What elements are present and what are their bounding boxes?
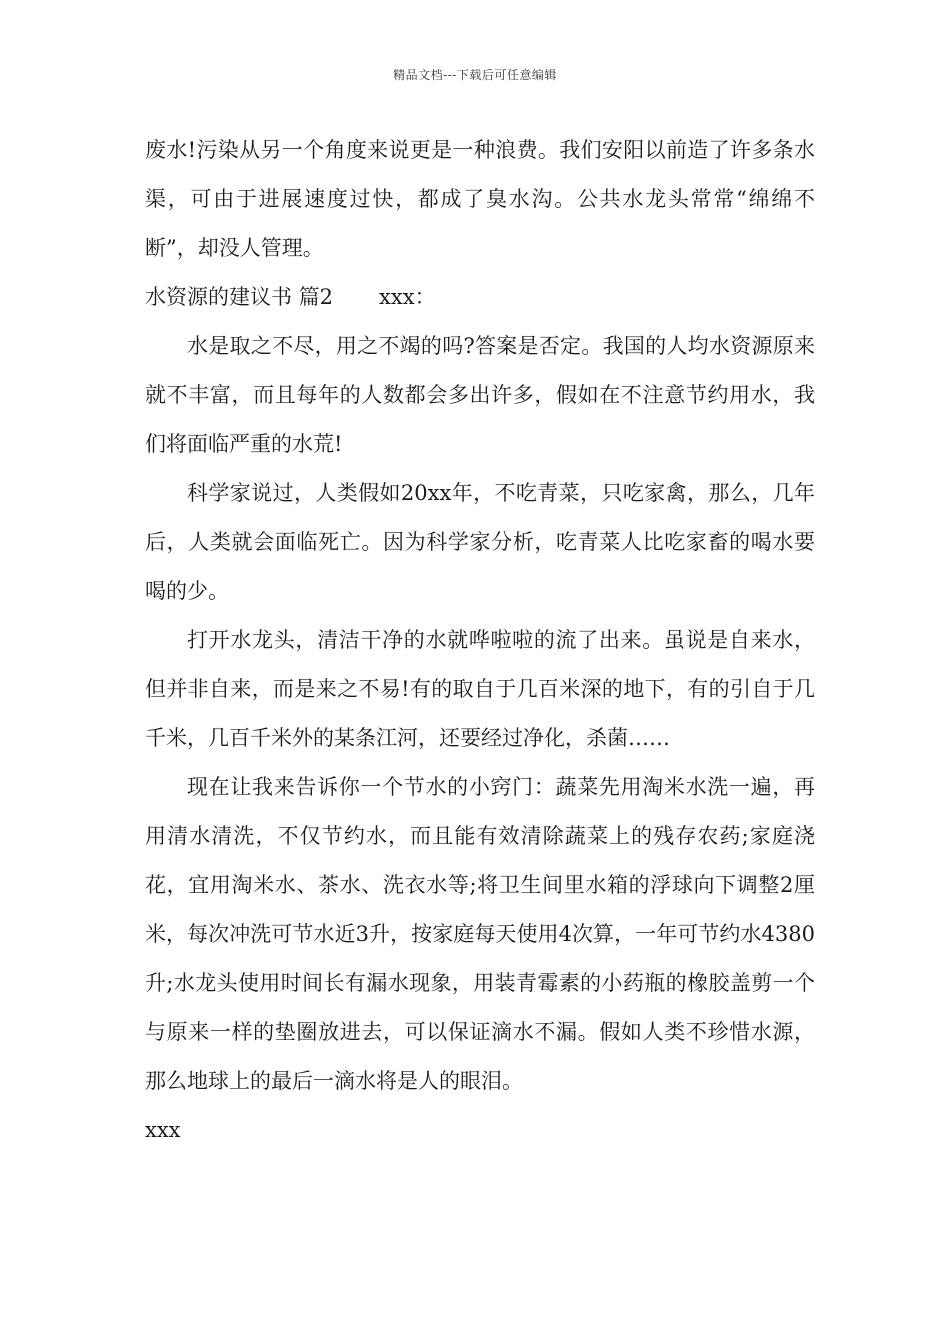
continuation-paragraph: 废水!污染从另一个角度来说更是一种浪费。我们安阳以前造了许多条水渠，可由于进展速度过快，都成了臭水沟。公共水龙头常常“绵绵不断”，却没人管理。 <box>145 138 815 260</box>
section-title <box>145 273 815 322</box>
document-body <box>145 126 815 1155</box>
paragraph-3: 打开水龙头，清洁干净的水就哗啦啦的流了出来。虽说是自来水，但并非自来，而是来之不易!有的取自于几百米深的地下，有的引自于几千米，几百千米外的某条江河，还要经过净化，杀菌…… <box>145 628 815 750</box>
signature: xxx <box>145 1118 181 1142</box>
section-title-text: 水资源的建议书 篇2 <box>145 285 334 309</box>
salutation: xxx： <box>379 285 436 309</box>
paragraph-4: 现在让我来告诉你一个节水的小窍门：蔬菜先用淘米水洗一遍，再用清水清洗，不仅节约水，而且能有效清除蔬菜上的残存农药;家庭浇花，宜用淘米水、茶水、洗衣水等;将卫生间里水箱的浮球向下调整2厘米，每次冲洗可节水近3升，按家庭每天使用4次算，一年可节约水4380升;水龙头使用时间长有漏水现象，用装青霉素的小药瓶的橡胶盖剪一个与原来一样的垫圈放进去，可以保证滴水不漏。假如人类不珍惜水源，那么地球上的最后一滴水将是人的眼泪。 <box>145 775 815 1093</box>
paragraph-1: 水是取之不尽，用之不竭的吗?答案是否定。我国的人均水资源原来就不丰富，而且每年的人数都会多出许多，假如在不注意节约用水，我们将面临严重的水荒! <box>145 334 815 456</box>
paragraph-2: 科学家说过，人类假如20xx年，不吃青菜，只吃家禽，那么，几年后，人类就会面临死亡。因为科学家分析，吃青菜人比吃家畜的喝水要喝的少。 <box>145 481 815 603</box>
page-header: 精品文档---下载后可任意编辑 <box>393 68 557 82</box>
